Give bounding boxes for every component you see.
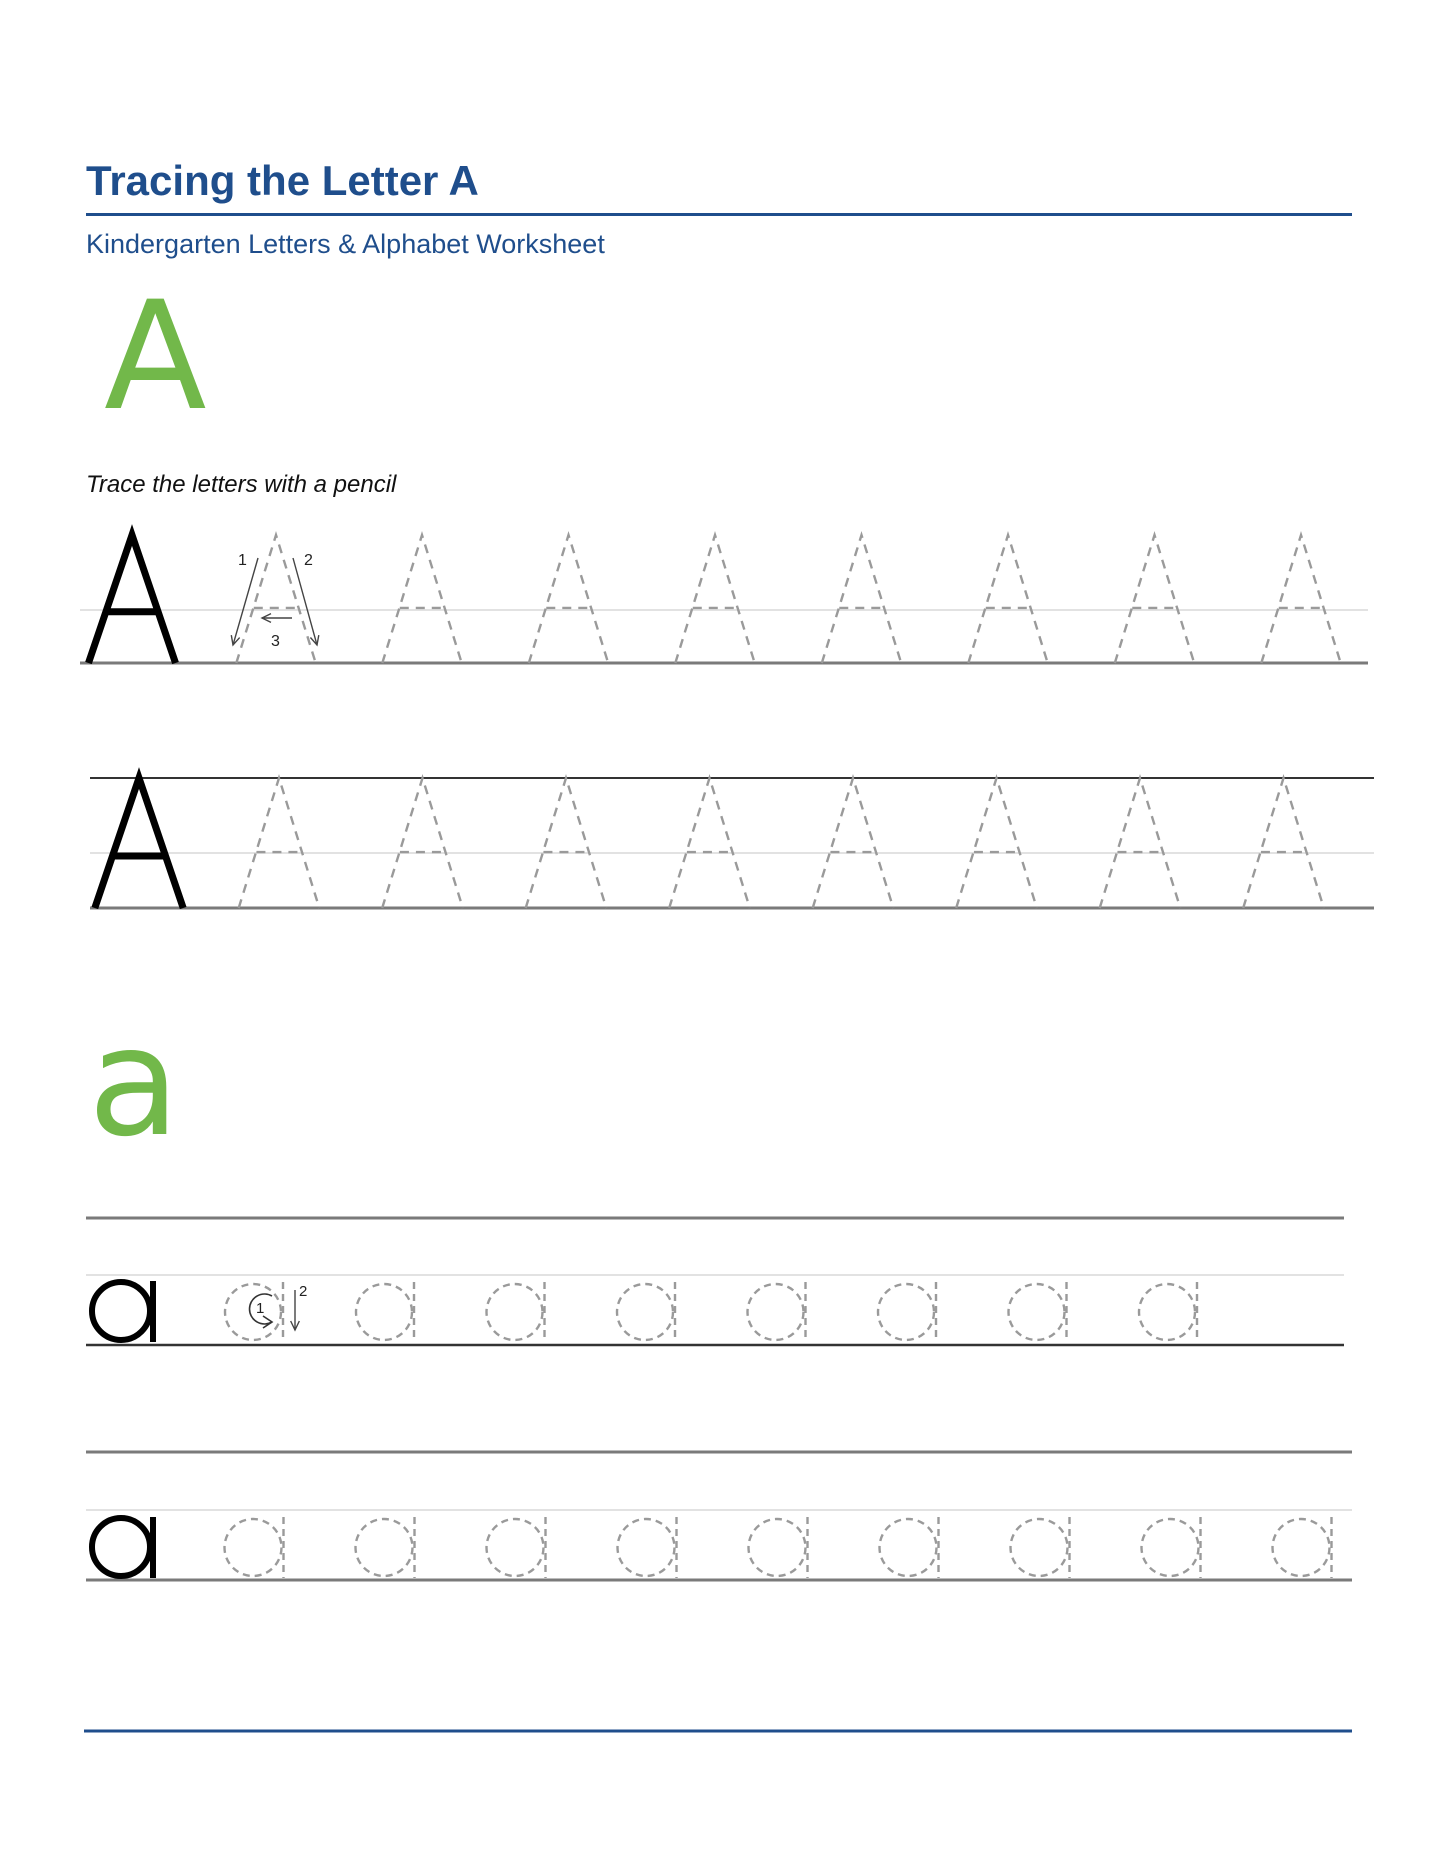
row1-trace-letter: [529, 535, 608, 663]
row1-trace-letter: [822, 535, 901, 663]
row2-trace-letter: [1243, 778, 1324, 908]
row3-model-letter: [92, 1281, 153, 1342]
row1-stroke-number-2: 2: [304, 552, 313, 569]
row4-trace-letter: [880, 1517, 939, 1578]
row1-trace-letter: [1261, 535, 1340, 663]
row2-trace-letter: [382, 778, 463, 908]
row4-trace-letter: [487, 1517, 546, 1578]
row1-guide-arrow-1: [231, 558, 258, 645]
row3-guide-letter: [225, 1282, 283, 1342]
display-letter-uppercase: A: [104, 270, 207, 444]
row1-trace-letter: [675, 535, 754, 663]
row4-trace-letter: [225, 1517, 284, 1578]
row2-trace-letter: [1100, 778, 1181, 908]
row4-trace-letter: [1142, 1517, 1201, 1578]
row1-guide-arrow-3: [262, 614, 292, 623]
row1-guide-arrow-2: [293, 558, 319, 645]
row4-model-letter: [92, 1517, 153, 1578]
instruction-text: Trace the letters with a pencil: [86, 471, 397, 498]
row4-trace-letter: [618, 1517, 677, 1578]
row2-trace-letter: [956, 778, 1037, 908]
row2-model-letter: [95, 778, 183, 908]
practice-rows: [80, 535, 1374, 1580]
row4-trace-letter: [356, 1517, 415, 1578]
row2-trace-letter: [813, 778, 894, 908]
row3-trace-letter: [748, 1282, 806, 1342]
row2-trace-letter: [526, 778, 607, 908]
row4-trace-letter: [1011, 1517, 1070, 1578]
row2-trace-letter: [669, 778, 750, 908]
row1-trace-letter: [1115, 535, 1194, 663]
row3-trace-letter: [487, 1282, 545, 1342]
worksheet-subtitle: Kindergarten Letters & Alphabet Worksheet: [86, 229, 605, 259]
row1-trace-letter: [382, 535, 461, 663]
row3-trace-letter: [1139, 1282, 1197, 1342]
row3-stroke-number-1: 1: [256, 1300, 265, 1317]
row3-trace-letter: [1009, 1282, 1067, 1342]
row1-stroke-number-1: 1: [238, 552, 247, 569]
row1-model-letter: [88, 535, 175, 663]
row1-trace-letter: [968, 535, 1047, 663]
row3-stroke-number-2: 2: [299, 1283, 308, 1300]
row2-trace-letter: [239, 778, 320, 908]
row4-trace-letter: [749, 1517, 808, 1578]
row1-stroke-number-3: 3: [271, 633, 280, 650]
row4-trace-letter: [1273, 1517, 1332, 1578]
row3-trace-letter: [878, 1282, 936, 1342]
worksheet-title: Tracing the Letter A: [86, 157, 479, 204]
row3-trace-letter: [356, 1282, 414, 1342]
row3-trace-letter: [617, 1282, 675, 1342]
display-letter-lowercase: a: [88, 996, 180, 1170]
